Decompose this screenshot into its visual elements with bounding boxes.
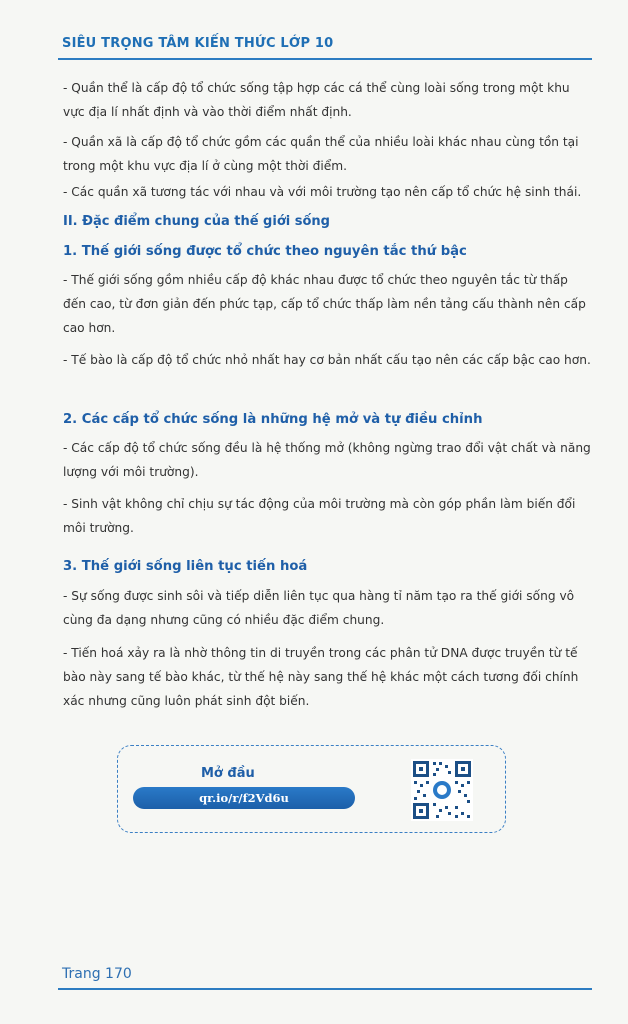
paragraph: - Quần thể là cấp độ tổ chức sống tập hợp các cá thể cùng loài sống trong một khu vực địa lí nhất định và vào thời điểm nhất định. [63, 81, 570, 119]
paragraph: - Thế giới sống gồm nhiều cấp độ khác nhau được tổ chức theo nguyên tắc từ thấp đến cao, từ đơn giản đến phức tạp, cấp tổ chức thấp làm nền tảng cấu thành nên cấp cao hơn. [63, 273, 586, 335]
subsection-heading: 1. Thế giới sống được tổ chức theo nguyên tắc thứ bậc [63, 244, 467, 259]
footer-divider [58, 988, 592, 990]
header-divider [58, 58, 592, 60]
subsection-heading: 2. Các cấp tổ chức sống là những hệ mở và tự điều chỉnh [63, 412, 483, 427]
qr-code-icon[interactable] [411, 759, 473, 821]
paragraph: - Tiến hoá xảy ra là nhờ thông tin di truyền trong các phân tử DNA được truyền từ tế bào này sang tế bào khác, từ thế hệ này sang thế hệ khác một cách tương đối chính xác nhưng cũng luôn phát sinh đột biến. [63, 646, 579, 708]
page-number: Trang 170 [62, 966, 132, 982]
paragraph: - Các cấp độ tổ chức sống đều là hệ thống mở (không ngừng trao đổi vật chất và năng lượng với môi trường). [63, 441, 591, 479]
callout-label: Mở đầu [201, 766, 255, 781]
page-header-title: SIÊU TRỌNG TÂM KIẾN THỨC LỚP 10 [62, 36, 334, 51]
paragraph: - Sự sống được sinh sôi và tiếp diễn liên tục qua hàng tỉ năm tạo ra thế giới sống vô cùng đa dạng nhưng cũng có nhiều đặc điểm chung. [63, 589, 575, 627]
paragraph: - Các quần xã tương tác với nhau và với môi trường tạo nên cấp tổ chức hệ sinh thái. [63, 185, 582, 199]
paragraph: - Sinh vật không chỉ chịu sự tác động của môi trường mà còn góp phần làm biến đổi môi trường. [63, 497, 576, 535]
paragraph: - Tế bào là cấp độ tổ chức nhỏ nhất hay cơ bản nhất cấu tạo nên các cấp bậc cao hơn. [63, 353, 591, 367]
section-heading: II. Đặc điểm chung của thế giới sống [63, 214, 330, 229]
resource-link[interactable]: qr.io/r/f2Vd6u [133, 787, 355, 809]
paragraph: - Quần xã là cấp độ tổ chức gồm các quần thể của nhiều loài khác nhau cùng tồn tại trong một khu vực địa lí ở cùng một thời điểm. [63, 135, 579, 173]
subsection-heading: 3. Thế giới sống liên tục tiến hoá [63, 559, 308, 574]
resource-callout [117, 745, 506, 833]
